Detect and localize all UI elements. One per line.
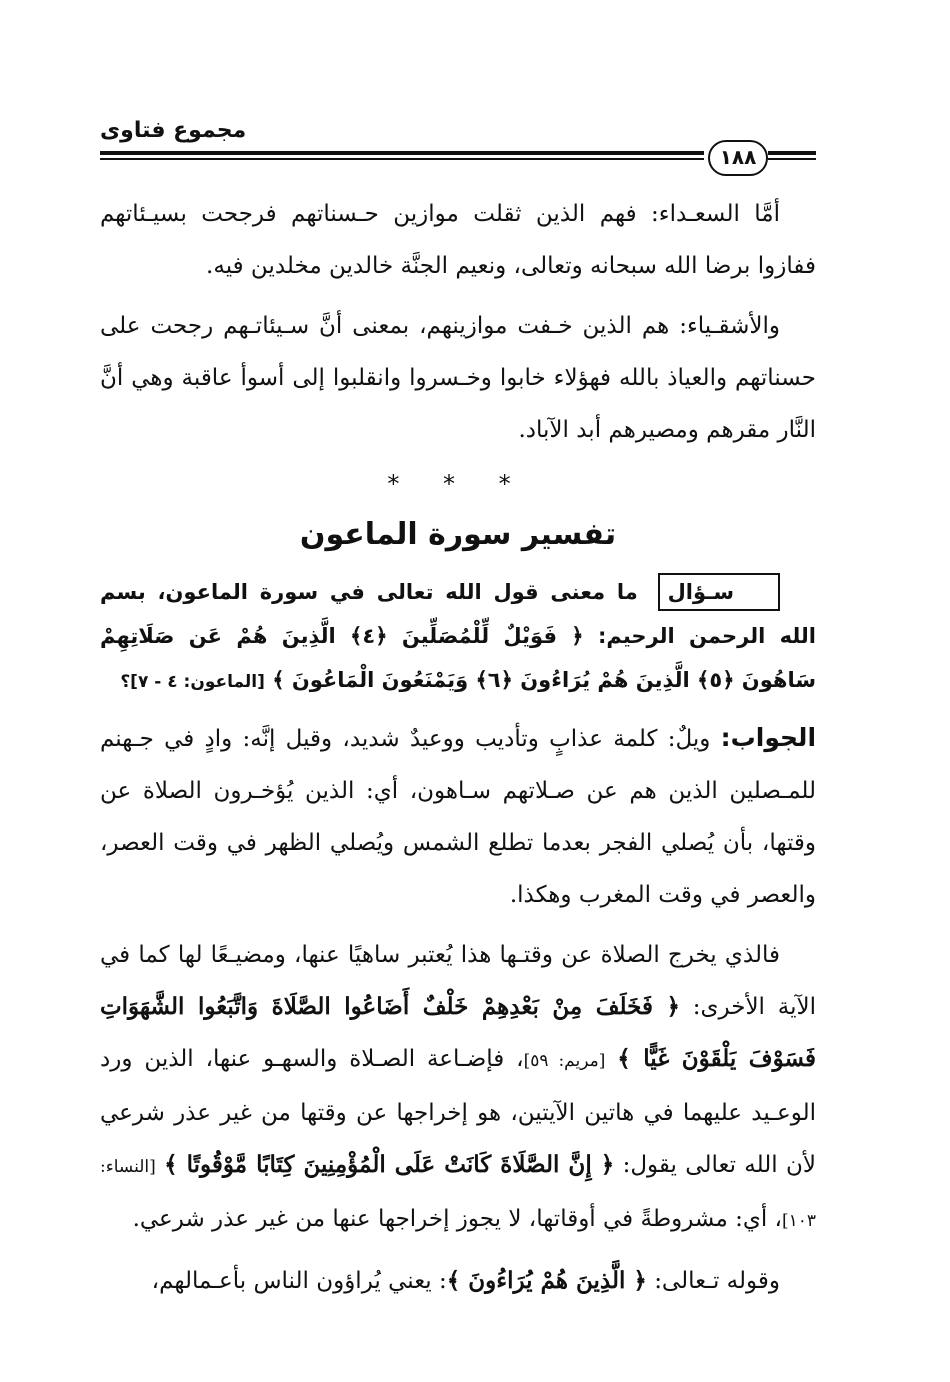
answer-text: : يعني يُراؤون الناس بأعـمالهم،	[151, 1268, 447, 1294]
answer-text: وقوله تـعالى:	[654, 1268, 780, 1294]
section-title: تفسير سورة الماعون	[299, 517, 617, 552]
answer-paragraph	[100, 929, 816, 1247]
verse-reference: [النساء: ١٠٣]	[100, 1157, 816, 1231]
question	[100, 570, 816, 704]
quran-verse: ﴿ إِنَّ الصَّلَاةَ كَانَتْ عَلَى الْمُؤْمِنِينَ كِتَابًا مَّوْقُوتًا ﴾	[164, 1151, 615, 1178]
question-text: ما معنى قول الله تعالى في سورة الماعون، بسم الله الرحمن الرحيم:	[100, 580, 817, 648]
verse-reference: [مريم: ٥٩]	[523, 1051, 606, 1071]
answer-text: ، فإضـاعة الصـلاة والسهـو عنها، الذين ورد الوعـيد عليهما في هاتين الآيتين، هو إخراجها عن وقتها من غير عذر شرعي لأن الله تعالى يقول:	[100, 1046, 816, 1178]
question-verse: ﴿ فَوَيْلٌ لِّلْمُصَلِّينَ ﴿٤﴾ الَّذِينَ هُمْ عَن صَلَاتِهِمْ سَاهُونَ ﴿٥﴾ الَّذِينَ هُمْ يُرَاءُونَ ﴿٦﴾ وَيَمْنَعُونَ الْمَاعُونَ ﴾	[100, 624, 816, 692]
answer-text: فالذي يخرج الصلاة عن وقتـها هذا يُعتبر ساهيًا عنها، ومضيـعًا لها كما في الآية الأخرى:	[100, 942, 816, 1020]
answer-text: ، أي: مشروطةً في أوقاتها، لا يجوز إخراجها عنها من غير عذر شرعي.	[132, 1206, 782, 1232]
paragraph-happy: أمَّا السعـداء: فهم الذين ثقلت موازين حـسناتهم فرجحت بسيـئاتهم ففازوا برضا الله سبحانه وتعالى، ونعيم الجنَّة خالدين مخلدين فيه.	[100, 201, 816, 279]
page-body	[100, 188, 816, 1315]
answer-paragraph	[100, 712, 816, 921]
section-separator: * * *	[387, 470, 529, 498]
question-reference: [الماعون: ٤ - ٧]؟	[120, 672, 265, 692]
question-label: سـؤال	[658, 573, 780, 611]
answer-text: ويلٌ: كلمة عذابٍ وتأديب ووعيدٌ شديد، وقيل إنَّه: وادٍ في جـهنم للمـصلين الذين هم عن صـلاتهم سـاهون، أي: الذين يُؤخـرون الصلاة عن وقتها، بأن يُصلي الفجر بعدما تطلع الشمس ويُصلي الظهر في وقت العصر، والعصر في وقت المغرب وهكذا.	[100, 726, 816, 908]
header-rule	[768, 151, 816, 155]
paragraph-wretched: والأشقـياء: هم الذين خـفت موازينهم، بمعنى أنَّ سـيئاتـهم رجحت على حسناتهم والعياذ بالله فهؤلاء خابوا وخـسروا وانقلبوا إلى أسوأ عاقبة وهي أنَّ النَّار مقرهم ومصيرهم أبد الآباد.	[100, 313, 816, 443]
page-header	[100, 118, 816, 178]
quran-verse: ﴿ فَخَلَفَ مِنْ بَعْدِهِمْ خَلْفٌ أَضَاعُوا الصَّلَاةَ وَاتَّبَعُوا الشَّهَوَاتِ فَسَوْفَ يَلْقَوْنَ غَيًّا ﴾	[100, 993, 817, 1072]
quran-verse: ﴿ الَّذِينَ هُمْ يُرَاءُونَ ﴾	[446, 1267, 647, 1294]
page-number: ١٨٨	[708, 140, 768, 176]
book-title: مجموع فتاوى	[100, 118, 247, 143]
header-rule	[768, 158, 816, 160]
answer-paragraph	[100, 1255, 816, 1307]
header-rule	[100, 151, 704, 155]
answer-label: الجواب:	[720, 723, 817, 752]
header-rule	[100, 158, 704, 160]
